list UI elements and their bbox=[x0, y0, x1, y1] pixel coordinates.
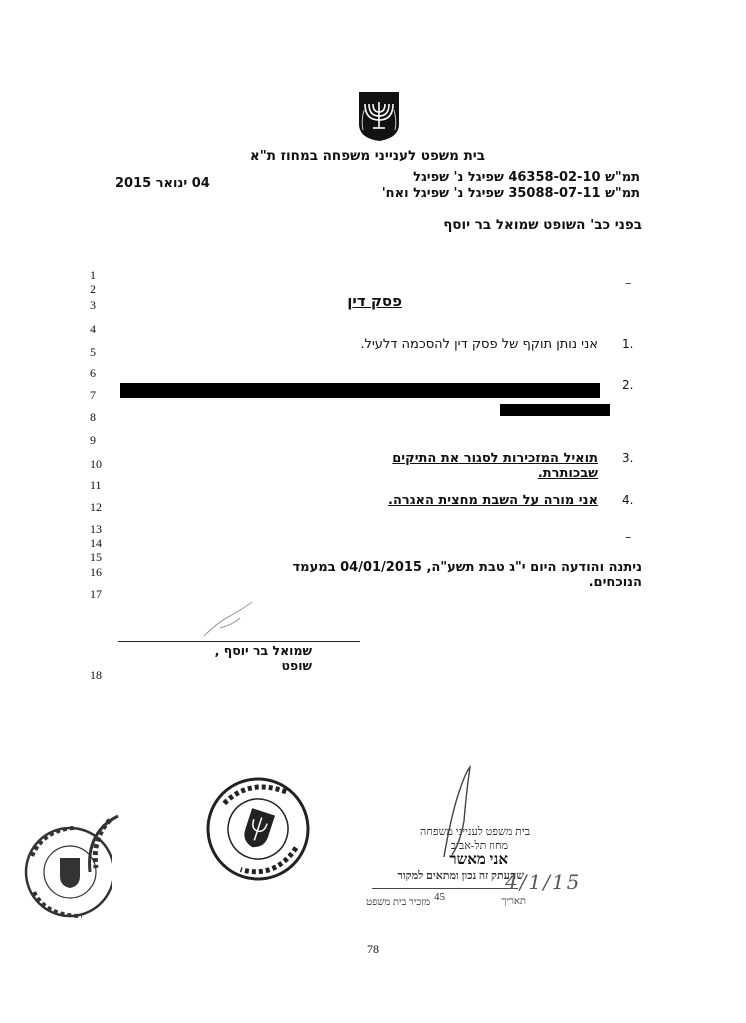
page-number: 78 bbox=[367, 942, 379, 956]
line-number: 6 bbox=[90, 366, 96, 380]
paragraph-1-text: אני נותן תוקף של פסק דין להסכמה דלעיל. bbox=[360, 337, 598, 352]
line-number: 3 bbox=[90, 298, 96, 312]
clerk-label: מזכיר בית משפט bbox=[366, 897, 430, 908]
line-number: 8 bbox=[90, 410, 96, 424]
document-title: פסק דין bbox=[347, 292, 402, 310]
line-number: 17 bbox=[90, 587, 102, 601]
case-line-1: תמ"ש 46358-02-10 שפיגל נ' שפיגל bbox=[413, 170, 640, 185]
line-number: 1 bbox=[90, 268, 96, 282]
line-number: 4 bbox=[90, 322, 96, 336]
certification-line-2: מחוז תל-אביב bbox=[450, 840, 508, 852]
court-stamp-partial-2 bbox=[80, 812, 120, 892]
paragraph-number: 1. bbox=[622, 337, 634, 351]
judge-line: בפני כב' השופט שמואל בר יוסף bbox=[443, 217, 642, 233]
paragraph-3-text: תואיל המזכירות לסגור את התיקים שבכותרת. bbox=[392, 451, 598, 481]
line-number: 9 bbox=[90, 433, 96, 447]
margin-mark: – bbox=[625, 276, 632, 291]
clerk-number: 45 bbox=[434, 891, 445, 903]
case-line-2: תמ"ש 35088-07-11 שפיגל נ' שפיגל ואח' bbox=[381, 186, 640, 201]
paragraph-4-text: אני מורה על השבת מחצית האגרה. bbox=[388, 493, 598, 508]
redaction-bar bbox=[120, 383, 600, 398]
document-date: 04 ינואר 2015 bbox=[115, 176, 210, 191]
date-label: תאריך bbox=[501, 896, 526, 907]
certification-line-1: בית משפט לענייני משפחה bbox=[420, 826, 530, 838]
line-number: 11 bbox=[90, 478, 102, 492]
line-number: 15 bbox=[90, 550, 102, 564]
state-emblem-icon bbox=[357, 90, 401, 142]
given-line: ניתנה והודעה היום י"ג טבת תשע"ה, 04/01/2015 במעמד הנוכחים. bbox=[292, 560, 642, 590]
line-number: 2 bbox=[90, 282, 96, 296]
paragraph-number: 3. bbox=[622, 451, 634, 465]
line-number: 14 bbox=[90, 536, 102, 550]
line-number: 16 bbox=[90, 565, 102, 579]
court-name: בית משפט לענייני משפחה במחוז ת"א bbox=[249, 148, 485, 164]
certification-underline bbox=[372, 888, 518, 889]
redaction-bar bbox=[500, 404, 610, 416]
certification-line-3: אני מאשר bbox=[449, 852, 508, 868]
line-number: 5 bbox=[90, 345, 96, 359]
certification-line-4: שהעתק זה נכון ומתאים למקור bbox=[397, 870, 524, 882]
line-number: 12 bbox=[90, 500, 102, 514]
line-number: 13 bbox=[90, 522, 102, 536]
line-number: 18 bbox=[90, 668, 102, 682]
signature-line bbox=[118, 641, 360, 642]
signature-name: שמואל בר יוסף , שופט bbox=[214, 643, 312, 673]
handwritten-date: 4/1/15 bbox=[505, 870, 582, 894]
court-stamp bbox=[204, 775, 312, 883]
paragraph-number: 4. bbox=[622, 493, 634, 507]
paragraph-number: 2. bbox=[622, 378, 634, 392]
line-number: 7 bbox=[90, 388, 96, 402]
margin-mark: – bbox=[625, 530, 632, 545]
line-number: 10 bbox=[90, 457, 102, 471]
signature-scribble bbox=[200, 598, 260, 640]
clerk-signature bbox=[440, 765, 474, 861]
